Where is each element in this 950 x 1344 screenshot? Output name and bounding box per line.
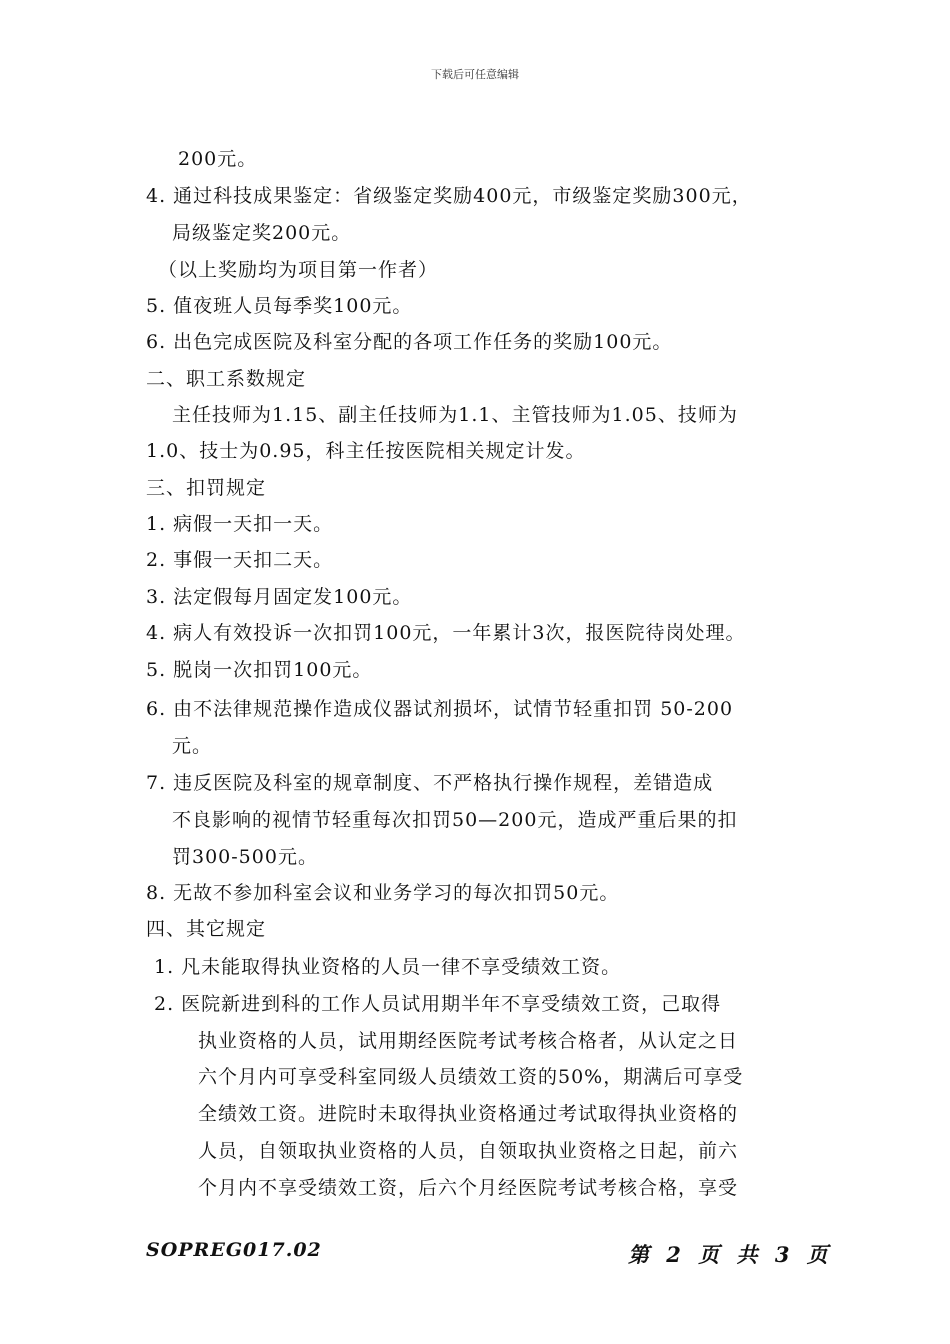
text-line: 1.0、技士为0.95，科主任按医院相关规定计发。 [146, 440, 586, 462]
text-line: 罚300-500元。 [172, 846, 318, 868]
text-line: 4. 通过科技成果鉴定：省级鉴定奖励400元，市级鉴定奖励300元， [146, 185, 752, 207]
text-line: 5. 值夜班人员每季奖100元。 [146, 295, 413, 317]
text-line: 元。 [172, 735, 213, 757]
section-heading: 二、职工系数规定 [146, 368, 307, 390]
text-line: 主任技师为1.15、副主任技师为1.1、主管技师为1.05、技师为 [172, 404, 738, 426]
page-number: 第 2 页 共 3 页 [628, 1242, 830, 1267]
text-line: 7. 违反医院及科室的规章制度、不严格执行操作规程，差错造成 [146, 772, 714, 794]
text-line: 4. 病人有效投诉一次扣罚100元，一年累计3次，报医院待岗处理。 [146, 622, 746, 644]
text-line: 不良影响的视情节轻重每次扣罚50—200元，造成严重后果的扣 [172, 809, 738, 831]
section-heading: 三、扣罚规定 [146, 477, 267, 499]
text-line: （以上奖励均为项目第一作者） [158, 259, 439, 281]
text-line: 2. 医院新进到科的工作人员试用期半年不享受绩效工资，己取得 [154, 993, 722, 1015]
text-line: 1. 凡未能取得执业资格的人员一律不享受绩效工资。 [154, 956, 622, 978]
text-line: 3. 法定假每月固定发100元。 [146, 586, 413, 608]
text-line: 5. 脱岗一次扣罚100元。 [146, 659, 373, 681]
text-line: 六个月内可享受科室同级人员绩效工资的50%，期满后可享受 [198, 1066, 744, 1088]
text-line: 2. 事假一天扣二天。 [146, 549, 334, 571]
text-line: 人员，自领取执业资格的人员，自领取执业资格之日起，前六 [198, 1140, 739, 1162]
text-line: 个月内不享受绩效工资，后六个月经医院考试考核合格，享受 [198, 1177, 739, 1199]
text-line: 8. 无故不参加科室会议和业务学习的每次扣罚50元。 [146, 882, 620, 904]
text-line: 1. 病假一天扣一天。 [146, 513, 334, 535]
page-header: 下载后可任意编辑 [431, 68, 519, 81]
text-line: 200元。 [178, 148, 258, 170]
text-line: 执业资格的人员，试用期经医院考试考核合格者，从认定之日 [198, 1030, 739, 1052]
text-line: 局级鉴定奖200元。 [172, 222, 352, 244]
section-heading: 四、其它规定 [146, 918, 267, 940]
document-code: SOPREG017.02 [146, 1239, 322, 1261]
text-line: 6. 由不法律规范操作造成仪器试剂损坏，试情节轻重扣罚 50-200 [146, 698, 734, 720]
text-line: 全绩效工资。进院时未取得执业资格通过考试取得执业资格的 [198, 1103, 739, 1125]
text-line: 6. 出色完成医院及科室分配的各项工作任务的奖励100元。 [146, 331, 673, 353]
